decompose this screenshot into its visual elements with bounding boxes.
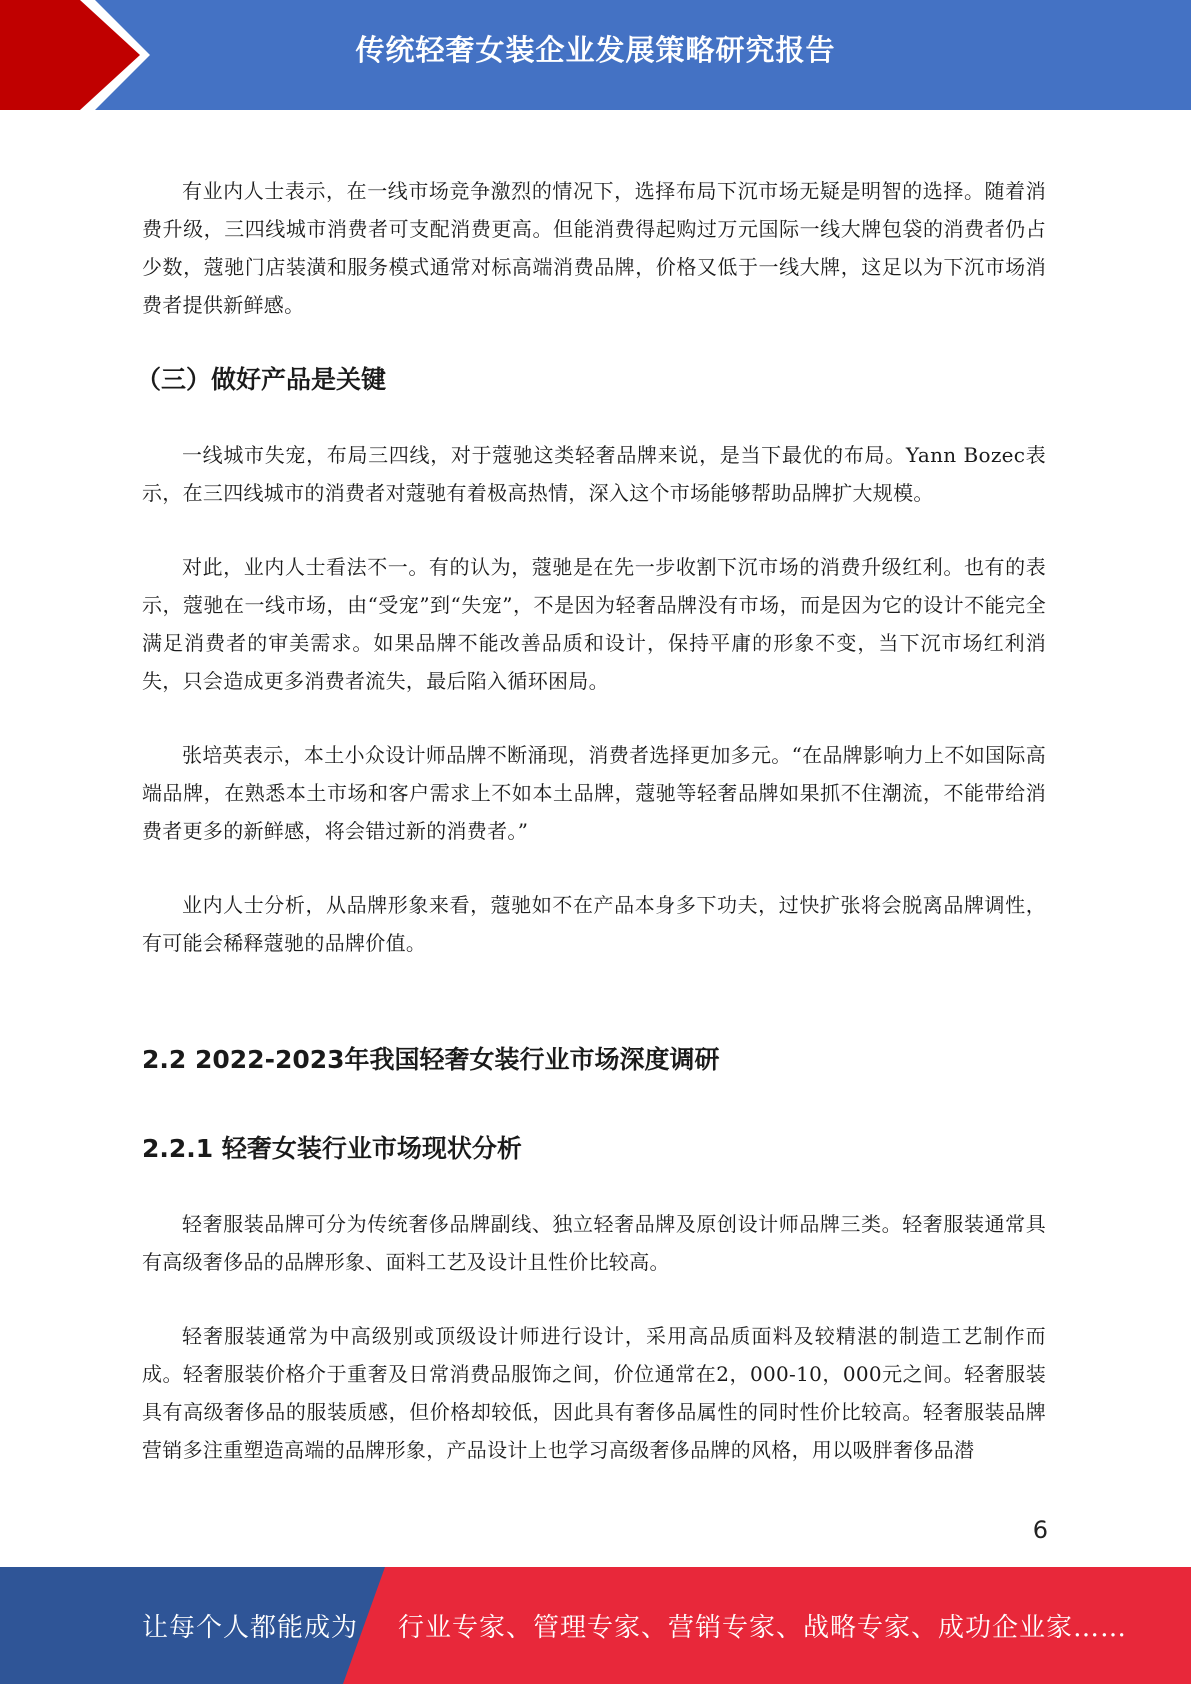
chapter-heading: 2.2 2022-2023年我国轻奢女装行业市场深度调研	[142, 1045, 720, 1074]
page-content	[136, 172, 1046, 1505]
paragraph: 业内人士分析，从品牌形象来看，蔻驰如不在产品本身多下功夫，过快扩张将会脱离品牌调性，有可能会稀释蔻驰的品牌价值。	[142, 893, 1046, 955]
footer-slogan-right: 行业专家、管理专家、营销专家、战略专家、成功企业家……	[398, 1613, 1128, 1643]
page-number: 6	[1032, 1516, 1048, 1544]
paragraph: 对此，业内人士看法不一。有的认为，蔻驰是在先一步收割下沉市场的消费升级红利。也有的表示，蔻驰在一线市场，由“受宠”到“失宠”，不是因为轻奢品牌没有市场，而是因为它的设计不能完全满足消费者的审美需求。如果品牌不能改善品质和设计，保持平庸的形象不变，当下沉市场红利消失，只会造成更多消费者流失，最后陷入循环困局。	[142, 555, 1046, 693]
section-heading: （三）做好产品是关键	[136, 365, 387, 394]
page-header	[0, 0, 1191, 110]
page-footer	[0, 1567, 1191, 1684]
paragraph: 轻奢服装品牌可分为传统奢侈品牌副线、独立轻奢品牌及原创设计师品牌三类。轻奢服装通常具有高级奢侈品的品牌形象、面料工艺及设计且性价比较高。	[142, 1212, 1046, 1274]
paragraph: 一线城市失宠，布局三四线，对于蔻驰这类轻奢品牌来说，是当下最优的布局。Yann Bozec表示，在三四线城市的消费者对蔻驰有着极高热情，深入这个市场能够帮助品牌扩大规模。	[142, 443, 1046, 505]
subsection-heading: 2.2.1 轻奢女装行业市场现状分析	[142, 1134, 522, 1163]
paragraph: 轻奢服装通常为中高级别或顶级设计师进行设计，采用高品质面料及较精湛的制造工艺制作而成。轻奢服装价格介于重奢及日常消费品服饰之间，价位通常在2，000-10，000元之间。轻奢服装具有高级奢侈品的服装质感，但价格却较低，因此具有奢侈品属性的同时性价比较高。轻奢服装品牌营销多注重塑造高端的品牌形象，产品设计上也学习高级奢侈品牌的风格，用以吸胖奢侈品潜	[142, 1324, 1046, 1462]
paragraph: 张培英表示，本土小众设计师品牌不断涌现，消费者选择更加多元。“在品牌影响力上不如国际高端品牌，在熟悉本土市场和客户需求上不如本土品牌，蔻驰等轻奢品牌如果抓不住潮流，不能带给消费者更多的新鲜感，将会错过新的消费者。”	[142, 743, 1046, 843]
footer-slogan-left: 让每个人都能成为	[142, 1613, 359, 1643]
paragraph: 有业内人士表示，在一线市场竞争激烈的情况下，选择布局下沉市场无疑是明智的选择。随着消费升级，三四线城市消费者可支配消费更高。但能消费得起购过万元国际一线大牌包袋的消费者仍占少数，蔻驰门店装潢和服务模式通常对标高端消费品牌，价格又低于一线大牌，这足以为下沉市场消费者提供新鲜感。	[142, 179, 1046, 317]
report-title: 传统轻奢女装企业发展策略研究报告	[355, 33, 836, 67]
